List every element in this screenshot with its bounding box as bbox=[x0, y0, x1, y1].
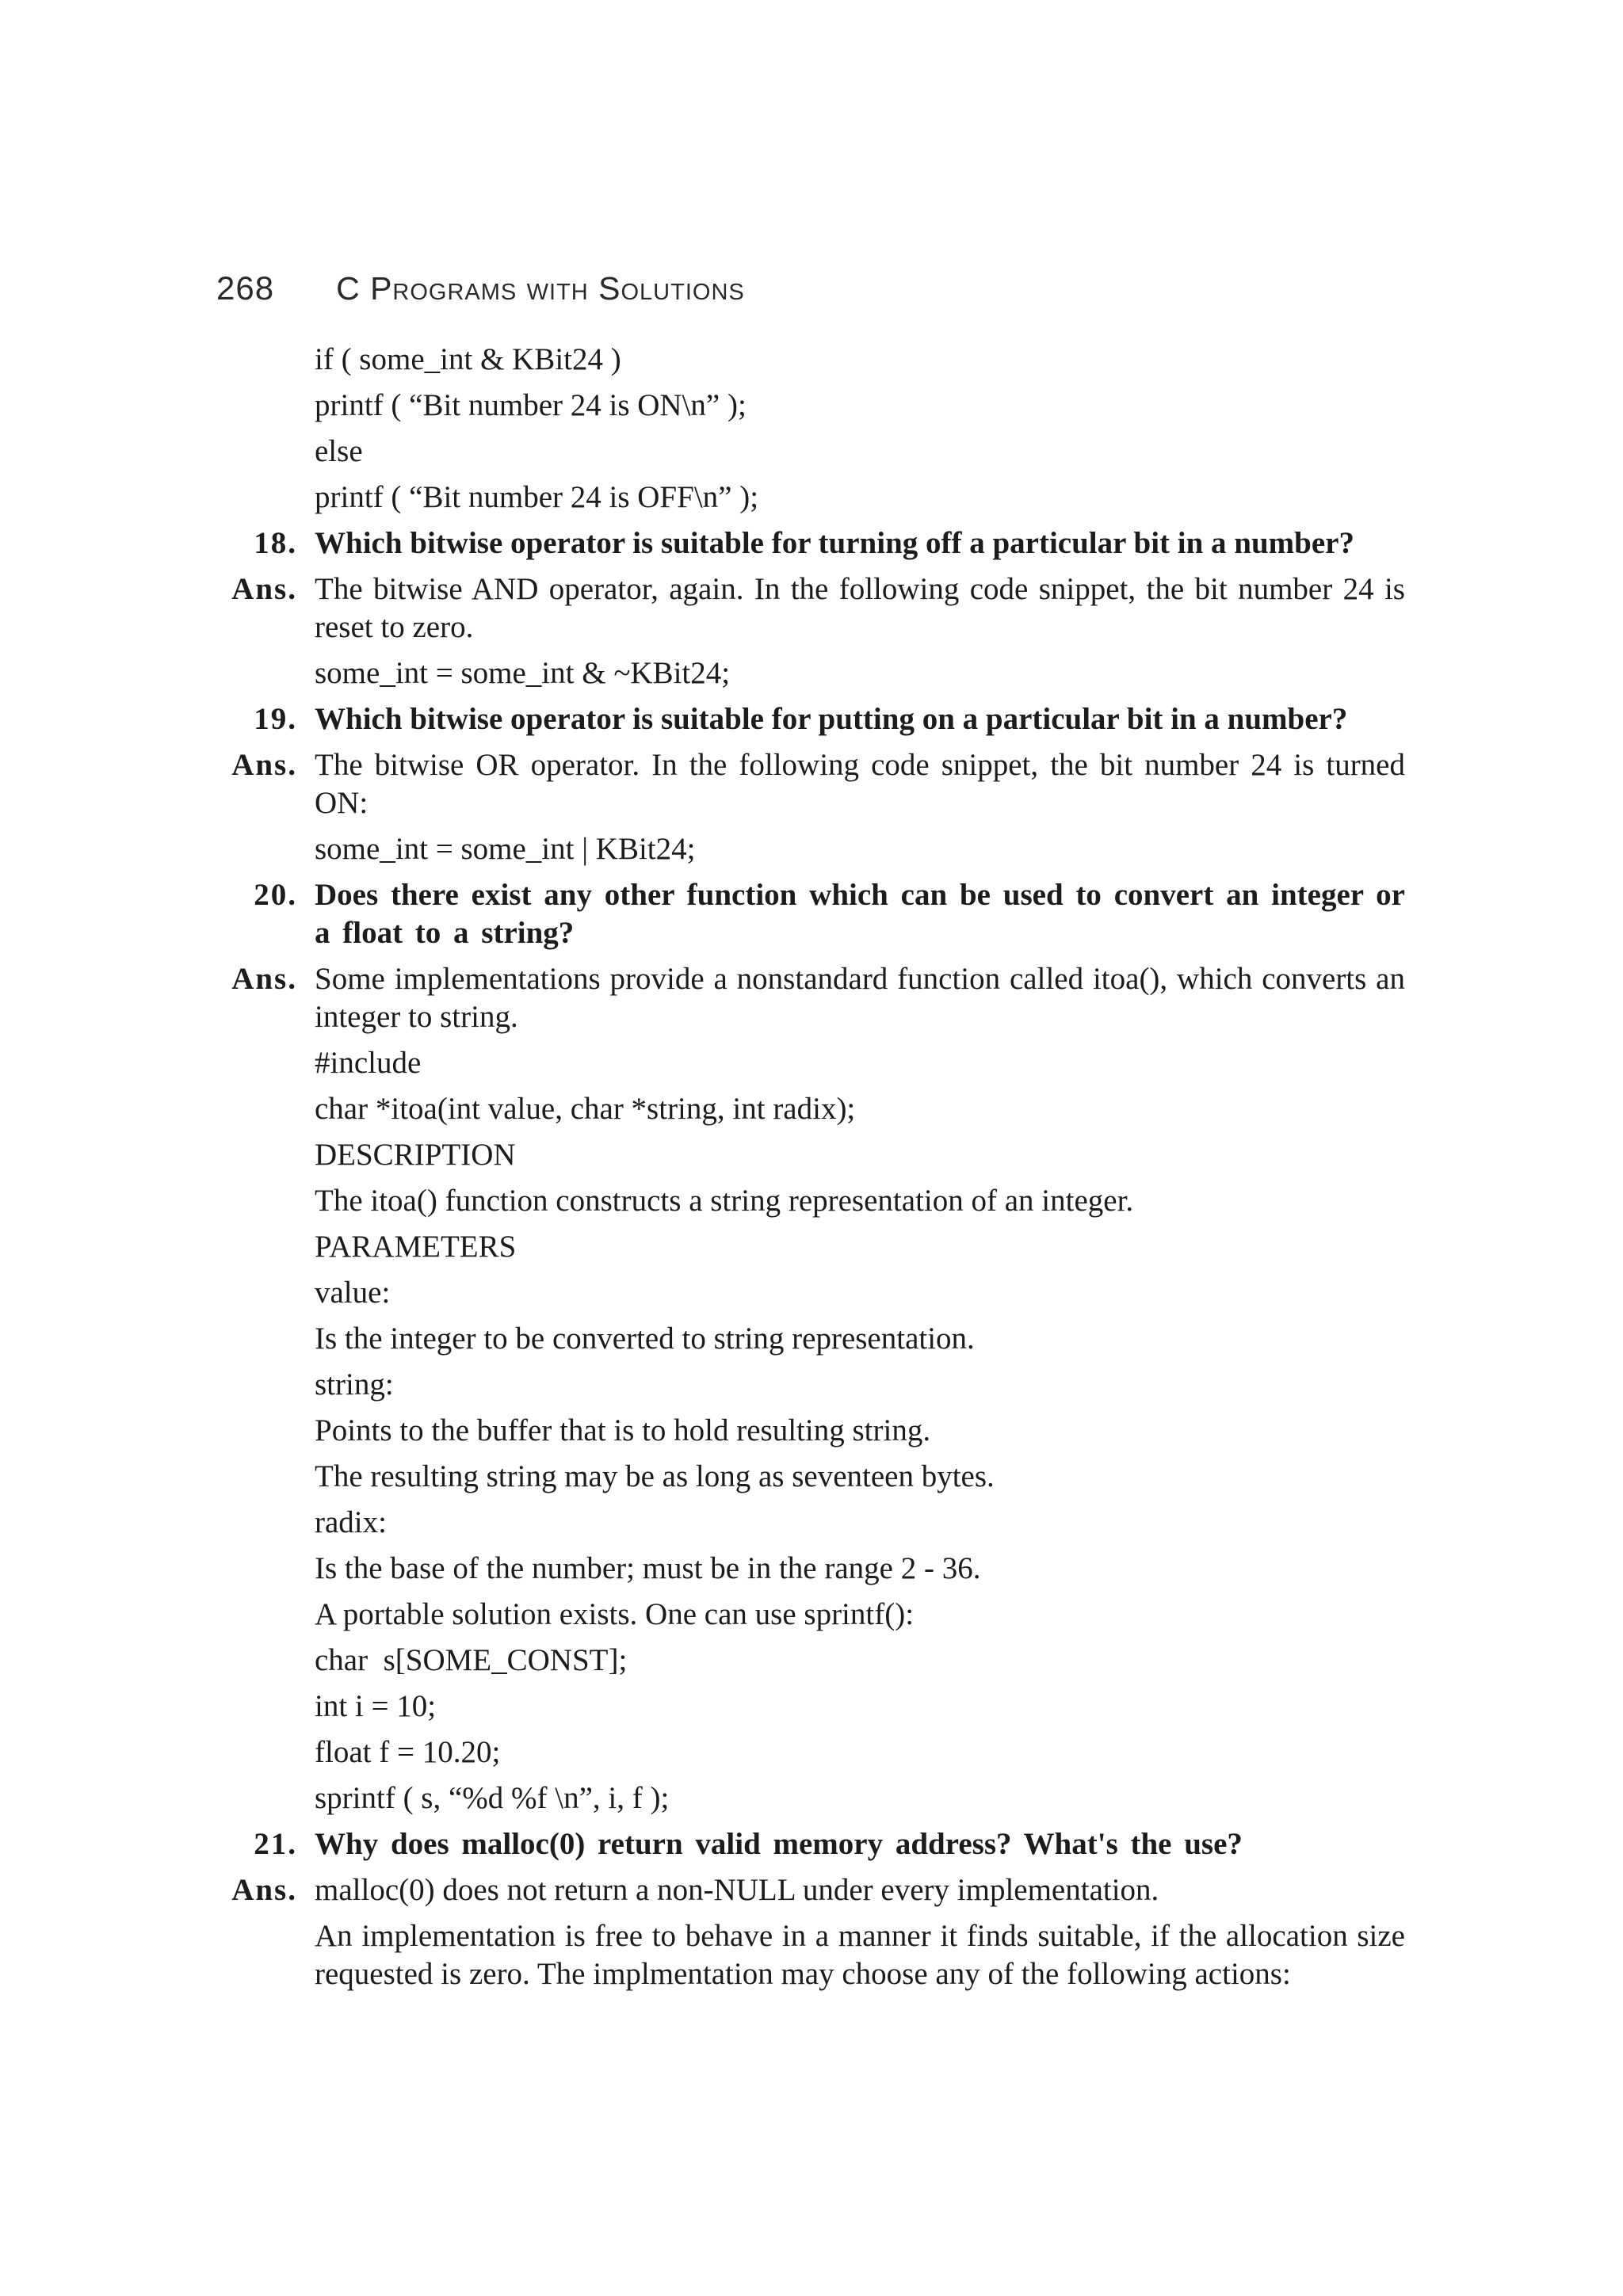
code-line: The resulting string may be as long as seventeen bytes. bbox=[315, 1459, 995, 1493]
running-title: C Programs with Solutions bbox=[336, 270, 745, 307]
code-line: Points to the buffer that is to hold resulting string. bbox=[315, 1413, 931, 1447]
page-body bbox=[216, 341, 1405, 2001]
code-line: else bbox=[315, 434, 363, 468]
question-text: Which bitwise operator is suitable for turning off a particular bit in a number? bbox=[315, 526, 1354, 560]
answer-text: Some implementations provide a nonstandard function called itoa(), which converts an integer to string. bbox=[315, 962, 1405, 1034]
answer-label: Ans. bbox=[231, 572, 297, 606]
question-18 bbox=[216, 524, 1405, 563]
question-number: 18. bbox=[254, 526, 297, 560]
page-number: 268 bbox=[216, 269, 275, 307]
question-19 bbox=[216, 700, 1405, 738]
question-text: Does there exist any other function which can be used to convert an integer or a float to a string? bbox=[315, 878, 1405, 950]
question-21 bbox=[216, 1825, 1405, 1863]
code-line: PARAMETERS bbox=[315, 1230, 517, 1264]
code-line: #include bbox=[315, 1046, 422, 1080]
paragraph: An implementation is free to behave in a manner it finds suitable, if the allocation size requested is zero. The implmentation may choose any of the following actions: bbox=[315, 1919, 1405, 1991]
code-line: sprintf ( s, “%d %f \n”, i, f ); bbox=[315, 1781, 670, 1815]
answer-label: Ans. bbox=[231, 1873, 297, 1907]
code-line: some_int = some_int & ~KBit24; bbox=[315, 656, 731, 690]
answer-text: malloc(0) does not return a non-NULL under every implementation. bbox=[315, 1873, 1159, 1907]
code-line: Is the integer to be converted to string representation. bbox=[315, 1322, 975, 1356]
code-line: A portable solution exists. One can use sprintf(): bbox=[315, 1597, 915, 1631]
code-line: char *itoa(int value, char *string, int radix); bbox=[315, 1092, 856, 1126]
code-line: char s[SOME_CONST]; bbox=[315, 1643, 628, 1677]
code-line: printf ( “Bit number 24 is ON\n” ); bbox=[315, 388, 747, 422]
answer-20 bbox=[216, 960, 1405, 1036]
question-text: Why does malloc(0) return valid memory address? What's the use? bbox=[315, 1827, 1243, 1861]
code-line: string: bbox=[315, 1367, 394, 1402]
page-header bbox=[216, 269, 745, 307]
code-line: printf ( “Bit number 24 is OFF\n” ); bbox=[315, 480, 759, 514]
question-number: 21. bbox=[254, 1827, 297, 1861]
answer-21 bbox=[216, 1871, 1405, 1909]
code-line: value: bbox=[315, 1276, 391, 1310]
code-line: if ( some_int & KBit24 ) bbox=[315, 342, 621, 376]
question-number: 19. bbox=[254, 702, 297, 736]
answer-18 bbox=[216, 570, 1405, 646]
answer-label: Ans. bbox=[231, 748, 297, 782]
question-20 bbox=[216, 876, 1405, 952]
answer-label: Ans. bbox=[231, 962, 297, 996]
code-line: int i = 10; bbox=[315, 1689, 437, 1723]
answer-text: The bitwise AND operator, again. In the following code snippet, the bit number 24 is reset to zero. bbox=[315, 572, 1405, 644]
code-line: float f = 10.20; bbox=[315, 1735, 501, 1769]
answer-19 bbox=[216, 746, 1405, 822]
question-number: 20. bbox=[254, 878, 297, 912]
code-line: some_int = some_int | KBit24; bbox=[315, 832, 696, 866]
answer-text: The bitwise OR operator. In the following code snippet, the bit number 24 is turned ON: bbox=[315, 748, 1405, 820]
code-line: DESCRIPTION bbox=[315, 1138, 516, 1172]
code-line: radix: bbox=[315, 1505, 387, 1539]
code-line: The itoa() function constructs a string representation of an integer. bbox=[315, 1184, 1134, 1218]
question-text: Which bitwise operator is suitable for putting on a particular bit in a number? bbox=[315, 702, 1348, 736]
code-line: Is the base of the number; must be in the range 2 - 36. bbox=[315, 1551, 981, 1585]
